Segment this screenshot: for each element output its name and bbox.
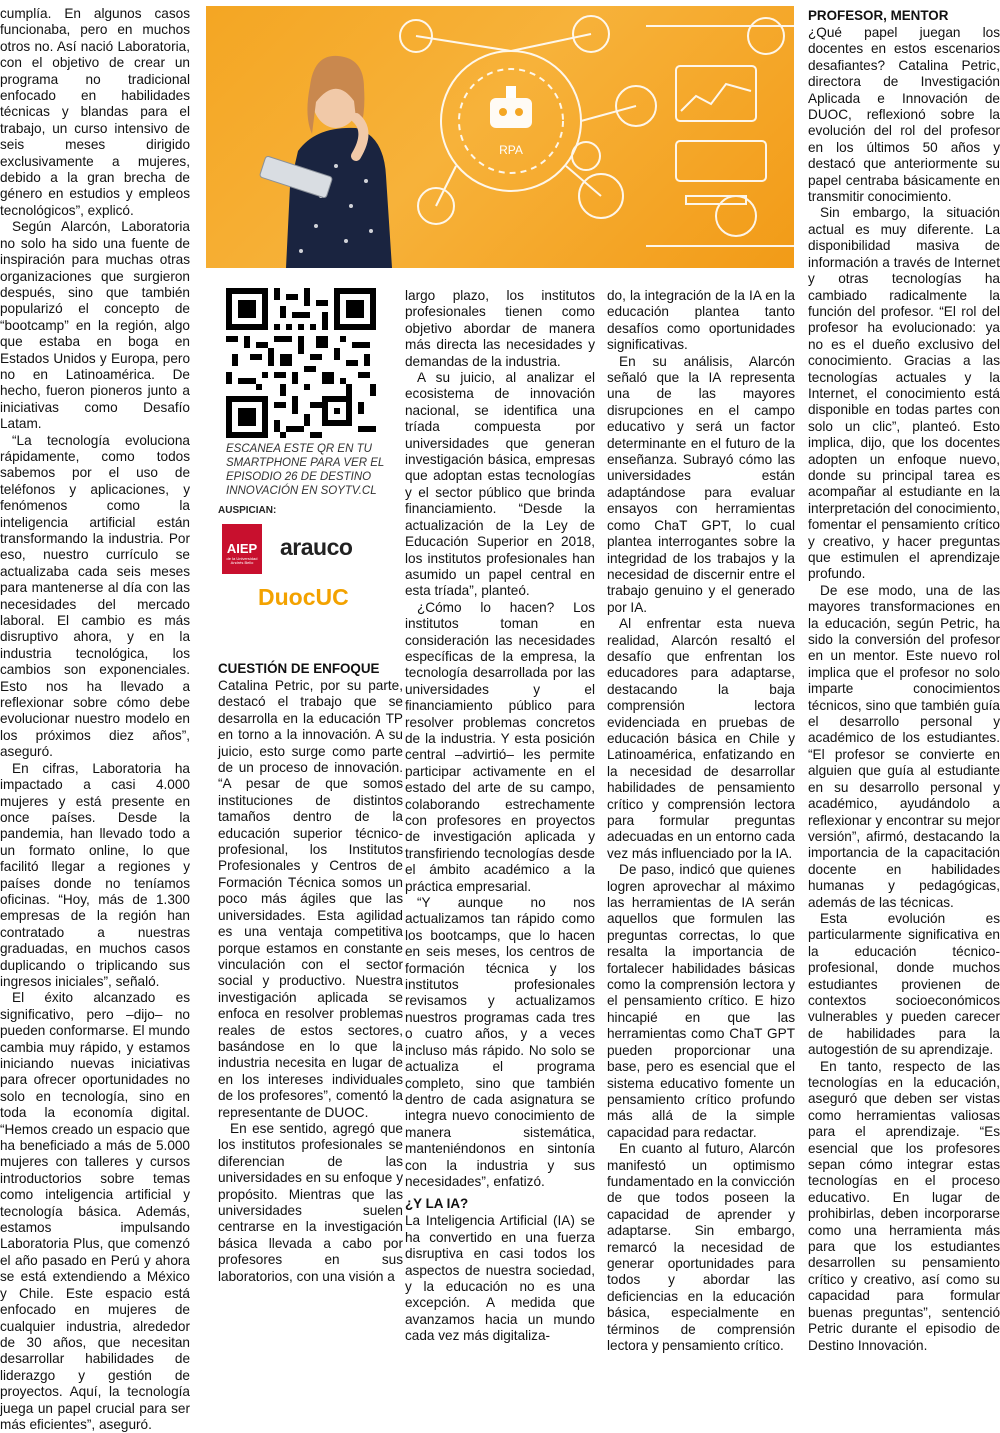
paragraph: largo plazo, los institutos profesionales tienen como objetivo abordar de manera más directa las necesidades y demandas de la industria. — [405, 288, 595, 369]
arauco-logo: arauco — [280, 534, 353, 560]
section-heading: CUESTIÓN DE ENFOQUE — [218, 661, 380, 676]
paragraph: A su juicio, al analizar el ecosistema de innovación nacional, se identifica una tríada compuesta por universidades que generan investigación básica, empresas que adoptan estas tecnologías y el sector público que brinda financiamiento. “Desde la actualización de la Ley de Educación Superior en 2018, los institutos profesionales han asumido un papel central en esta tríada”, planteó. — [405, 370, 595, 599]
paragraph: do, la integración de la IA en la educación plantea tanto desafíos como oportunidades significativas. — [607, 288, 795, 353]
aiep-logo — [222, 524, 262, 574]
hero-illustration — [206, 6, 794, 268]
paragraph: Catalina Petric, por su parte, destacó el trabajo que se desarrolla en la educación TP en torno a la innovación. A su juicio, esto surge como parte de un proceso de innovación. “A pesar de que somos instituciones de distintos tamaños dentro de la educación superior técnico-profesional, los Institutos Profesionales y Centros de Formación Técnica somos un poco más ágiles que las universidades. Esta agilidad es una ventaja competitiva porque estamos en constante vinculación con el sector social y productivo. Nuestra investigación aplicada se enfoca en resolver problemas reales de estos sectores, basándose en lo que la industria necesita en lugar de en los intereses individuales de los profesores”, comentó la representante de DUOC. — [218, 678, 403, 1120]
sponsors-label: AUSPICIAN: — [218, 505, 277, 516]
paragraph: En su análisis, Alarcón señaló que la IA representa una de las mayores disrupciones en el campo educativo y será un factor determinante en el futuro de la enseñanza. Subrayó cómo las universidades están adaptándose para evaluar ensayos con herramientas como ChaT GPT, lo cual plantea interrogantes sobre la integridad de los trabajos y la necesidad de discernir entre el trabajo genuino y el generado por IA. — [607, 353, 795, 615]
paragraph: De ese modo, una de las mayores transformaciones en la educación, según Petric, ha sido la conversión del profesor en un mentor. Este nuevo rol implica que el profesor no solo imparte conocimientos técnicos, sino que también guía el desarrollo personal y académico de los estudiantes. “El profesor se convierte en alguien que guía al estudiante en su desarrollo personal y académico, ayudándolo a reflexionar y encontrar su mejor versión”, afirmó, destacando la importancia de la capacitación docente en habilidades humanas y pedagógicas, además de las técnicas. — [808, 582, 1000, 910]
article-column-5 — [808, 6, 1000, 1354]
paragraph: ¿Qué papel juegan los docentes en estos escenarios desafiantes? Catalina Petric, directora de Investigación Aplicada e Innovación de DUOC, reflexionó sobre la evolución del rol del profesor en los últimos 50 años y destacó que anteriormente su papel centraba básicamente en transmitir conocimiento. — [808, 25, 1000, 205]
paragraph: Al enfrentar esta nueva realidad, Alarcón resaltó el desafío que enfrentan los educadores para adaptarse, destacando la baja comprensión lectora evidenciada en pruebas de educación básica en Chile y Latinoamérica, enfatizando en la necesidad de desarrollar habilidades de pensamiento crítico y comprensión lectora para formular preguntas adecuadas en un entorno cada vez más influenciado por la IA. — [607, 616, 795, 861]
paragraph: “La tecnología evoluciona rápidamente, como todos sabemos por el uso de teléfonos y aplicaciones, y fenómenos como la inteligencia artificial están transformando la industria. Por eso, nuestro currículo se actualizaba cada seis meses para mantenerse al día con las necesidades del mercado laboral. El cambio es más disruptivo ahora, y en la industria tecnológica, los cambios son exponenciales. Esto nos ha llevado a reflexionar sobre cómo debe evolucionar nuestro modelo en los próximos diez años”, aseguró. — [0, 432, 190, 760]
paragraph: El éxito alcanzado es significativo, pero –dijo– no pueden conformarse. El mundo cambia muy rápido, y estamos iniciando nuevas iniciativas para ofrecer oportunidades no solo en tecnología, sino en toda la economía digital. “Hemos creado un espacio que ha beneficiado a más de 5.000 mujeres con talleres y cursos introductorios sobre temas como inteligencia artificial y tecnología básica. Además, estamos impulsando Laboratoria Plus, que comenzó el año pasado en Perú y ahora se está extendiendo a México y Chile. Este espacio está enfocado en mujeres de cualquier industria, alrededor de 30 años, que necesitan desarrollar habilidades de liderazgo y gestión de proyectos. Aquí, la tecnología juega un papel crucial para ser más eficientes”, aseguró. — [0, 990, 190, 1432]
aiep-logo-subtext: de la Universidad Andrés Bello — [226, 556, 258, 565]
paragraph: En tanto, respecto de las tecnologías en la educación, aseguró que deben ser vistas como herramientas valiosas para el aprendizaje. “Es esencial que los profesores sepan cómo integrar estas tecnologías en el proceso educativo. En lugar de prohibirlas, deben incorporarse como una herramienta más para que los estudiantes desarrollen su pensamiento crítico y creativo, así como su capacidad para formular buenas preguntas”, sentenció Petric durante el episodio de Destino Innovación. — [808, 1058, 1000, 1353]
rpa-label: RPA — [499, 143, 523, 157]
duoc-logo: DuocUC — [258, 584, 349, 610]
paragraph: En ese sentido, agregó que los institutos profesionales se diferencian de las universidades en su enfoque y propósito. Mientras que las universidades suelen centrarse en la investigación básica llevada a cabo por profesores en sus laboratorios, con una visión a — [218, 1120, 403, 1284]
paragraph: En cifras, Laboratoria ha impactado a casi 4.000 mujeres y está presente en once países. Desde la pandemia, han llevado todo a un formato online, lo que facilitó llegar a regiones y países donde no teníamos oficinas. “Hoy, más de 1.300 empresas de la región han contratado a nuestras graduadas, en muchos casos duplicando o triplicando sus ingresos iniciales”, señaló. — [0, 760, 190, 989]
section-heading: ¿Y LA IA? — [405, 1196, 469, 1212]
paragraph: De paso, indicó que quienes logren aprovechar al máximo las herramientas de IA serán aquellos que formulen las preguntas correctas, lo que resalta la importancia de fortalecer habilidades básicas como la comprensión lectora y el pensamiento crítico. E hizo hincapié en que las herramientas como ChaT GPT pueden proporcionar una base, pero es esencial que el sistema educativo fomente un pensamiento crítico profundo más allá de la simple capacidad para redactar. — [607, 862, 795, 1140]
paragraph: cumplía. En algunos casos funcionaba, pero en muchos otros no. Así nació Laboratoria, con el objetivo de crear un programa no tradicional enfocado en habilidades técnicas y blandas para el trabajo, un curso intensivo de seis meses dirigido exclusivamente a mujeres, debido a la gran brecha de género en estudios y empleos tecnológicos”, explicó. — [0, 6, 190, 218]
paragraph: ¿Cómo lo hacen? Los institutos toman en consideración las necesidades específicas de la empresa, la tecnología desarrollada por las universidades y el financiamiento público para resolver problemas concretos de la industria. Y esta posición central –advirtió– les permite participar activamente en el estado del arte de su campo, colaborando estrechamente con profesores en proyectos de investigación aplicada y transfiriendo tecnologías desde el ámbito académico a la práctica empresarial. — [405, 599, 595, 894]
aiep-logo-text: AIEP — [226, 541, 258, 556]
paragraph: En cuanto al futuro, Alarcón manifestó un optimismo fundamentado en la convicción de que todos poseen la capacidad de aprender y adaptarse. Sin embargo, remarcó la necesidad de generar oportunidades para todos y abordar las deficiencias en la educación básica, especialmente en términos de comprensión lectora y pensamiento crítico. — [607, 1141, 795, 1353]
qr-caption: ESCANEA ESTE QR EN TU SMARTPHONE PARA VER EL EPISODIO 26 DE DESTINO INNOVACIÓN EN SOYTV.CL — [226, 443, 385, 497]
article-column-1 — [0, 6, 190, 1433]
paragraph: Sin embargo, la situación actual es muy diferente. La disponibilidad masiva de información a través de Internet y otras tecnologías ha cambiado radicalmente la función del profesor. “El rol del profesor ha evolucionado: ya no es el dueño exclusivo del conocimiento. Gracias a las tecnologías actuales y la Internet, el conocimiento está disponible en todas partes con solo un clic”, planteó. Esto implica, dijo, que los docentes adopten un enfoque nuevo, donde su principal tarea es acompañar al estudiante en la interpretación del conocimiento, fomentar el pensamiento crítico y creativo, y hacer preguntas que estimulen el aprendizaje profundo. — [808, 205, 1000, 582]
article-column-4 — [607, 288, 795, 1354]
paragraph: La Inteligencia Artificial (IA) se ha convertido en una fuerza disruptiva en casi todos los aspectos de nuestra sociedad, y la educación no es una excepción. A medida que avanzamos hacia un mundo cada vez más digitaliza- — [405, 1213, 595, 1344]
article-column-3 — [405, 288, 595, 1345]
tech-woman-illustration — [206, 6, 794, 268]
paragraph: “Y aunque no nos actualizamos tan rápido como los bootcamps, que lo hacen en seis meses, los centros de formación técnica y los institutos profesionales revisamos y actualizamos nuestros programas cada tres o cuatro años, y a veces incluso más rápido. No solo se actualiza el programa completo, sino que también dentro de cada asignatura se integra nuevo conocimiento de manera sistemática, manteniéndonos en sintonía con la industria y sus necesidades”, enfatizó. — [405, 895, 595, 1189]
article-column-2 — [218, 655, 403, 1285]
paragraph: Según Alarcón, Laboratoria no solo ha sido una fuente de inspiración para muchas otras organizaciones que surgieron después, sino que también popularizó el concepto de “bootcamp” en la región, algo que estaba en boga en Estados Unidos y Europa, pero no en Latinoamérica. De hecho, fueron pioneros junto a iniciativas como Desafío Latam. — [0, 219, 190, 432]
section-heading: PROFESOR, MENTOR — [808, 8, 949, 23]
paragraph: Esta evolución es particularmente significativa en la educación técnico-profesional, donde muchos estudiantes provienen de contextos socioeconómicos vulnerables y pueden carecer de habilidades para la autogestión de su aprendizaje. — [808, 910, 1000, 1058]
qr-code[interactable] — [226, 288, 376, 438]
woman-figure — [259, 56, 392, 268]
